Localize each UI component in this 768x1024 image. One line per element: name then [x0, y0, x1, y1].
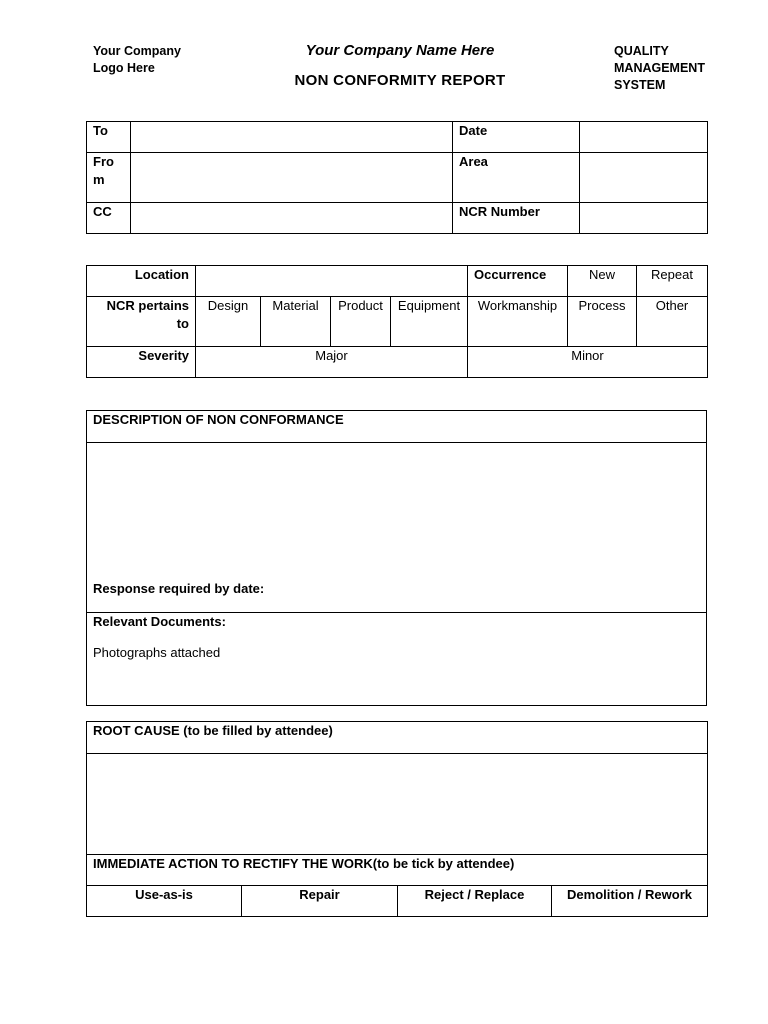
area-label: Area: [453, 153, 580, 203]
table-row: [87, 297, 708, 347]
date-field[interactable]: [580, 122, 708, 153]
report-title: NON CONFORMITY REPORT: [294, 72, 506, 89]
severity-label: Severity: [87, 347, 196, 378]
description-heading: DESCRIPTION OF NON CONFORMANCE: [87, 411, 707, 443]
severity-minor-option[interactable]: Minor: [468, 347, 708, 378]
logo-line-1: Your Company: [93, 44, 181, 58]
action-repair[interactable]: Repair: [242, 886, 398, 917]
table-row: [87, 122, 708, 153]
qms-label: [614, 43, 705, 94]
response-date-label: Response required by date:: [93, 581, 265, 596]
action-demolition-rework[interactable]: Demolition / Rework: [552, 886, 708, 917]
occurrence-label: Occurrence: [468, 266, 568, 297]
to-field[interactable]: [131, 122, 453, 153]
date-label: Date: [453, 122, 580, 153]
table-row: [87, 613, 707, 706]
pertains-material-option[interactable]: Material: [261, 297, 331, 347]
classification-table: [86, 265, 708, 378]
qms-line-3: SYSTEM: [614, 78, 666, 92]
pertains-workmanship-option[interactable]: Workmanship: [468, 297, 568, 347]
pertains-other-option[interactable]: Other: [637, 297, 708, 347]
location-label: Location: [87, 266, 196, 297]
severity-major-option[interactable]: Major: [196, 347, 468, 378]
description-field[interactable]: [87, 443, 707, 613]
table-row: [87, 886, 708, 917]
root-cause-heading: ROOT CAUSE (to be filled by attendee): [87, 722, 708, 754]
table-row: [87, 266, 708, 297]
immediate-action-heading: IMMEDIATE ACTION TO RECTIFY THE WORK(to be tick by attendee): [87, 855, 708, 886]
relevant-documents-field[interactable]: [87, 613, 707, 706]
relevant-documents-label: Relevant Documents:: [93, 614, 226, 629]
pertains-equipment-option[interactable]: Equipment: [391, 297, 468, 347]
qms-line-2: MANAGEMENT: [614, 61, 705, 75]
logo-line-2: Logo Here: [93, 61, 155, 75]
ncr-number-label: NCR Number: [453, 203, 580, 234]
photographs-attached-label: Photographs attached: [93, 645, 221, 660]
table-row: [87, 855, 708, 886]
ncr-number-field[interactable]: [580, 203, 708, 234]
pertains-design-option[interactable]: Design: [196, 297, 261, 347]
to-label: To: [87, 122, 131, 153]
action-use-as-is[interactable]: Use-as-is: [87, 886, 242, 917]
company-logo-placeholder: [93, 43, 181, 77]
table-row: [87, 443, 707, 613]
table-row: [87, 203, 708, 234]
routing-table: [86, 121, 708, 234]
table-row: [87, 722, 708, 754]
qms-line-1: QUALITY: [614, 44, 669, 58]
pertains-product-option[interactable]: Product: [331, 297, 391, 347]
table-row: [87, 153, 708, 203]
from-label: From: [87, 153, 131, 203]
cc-field[interactable]: [131, 203, 453, 234]
description-table: [86, 410, 707, 706]
pertains-label: NCR pertains to: [87, 297, 196, 347]
table-row: [87, 347, 708, 378]
root-cause-field[interactable]: [87, 754, 708, 855]
area-field[interactable]: [580, 153, 708, 203]
table-row: [87, 411, 707, 443]
from-field[interactable]: [131, 153, 453, 203]
company-name: Your Company Name Here: [305, 42, 495, 59]
occurrence-new-option[interactable]: New: [568, 266, 637, 297]
table-row: [87, 754, 708, 855]
pertains-process-option[interactable]: Process: [568, 297, 637, 347]
action-reject-replace[interactable]: Reject / Replace: [398, 886, 552, 917]
occurrence-repeat-option[interactable]: Repeat: [637, 266, 708, 297]
root-cause-table: [86, 721, 708, 917]
cc-label: CC: [87, 203, 131, 234]
location-field[interactable]: [196, 266, 468, 297]
